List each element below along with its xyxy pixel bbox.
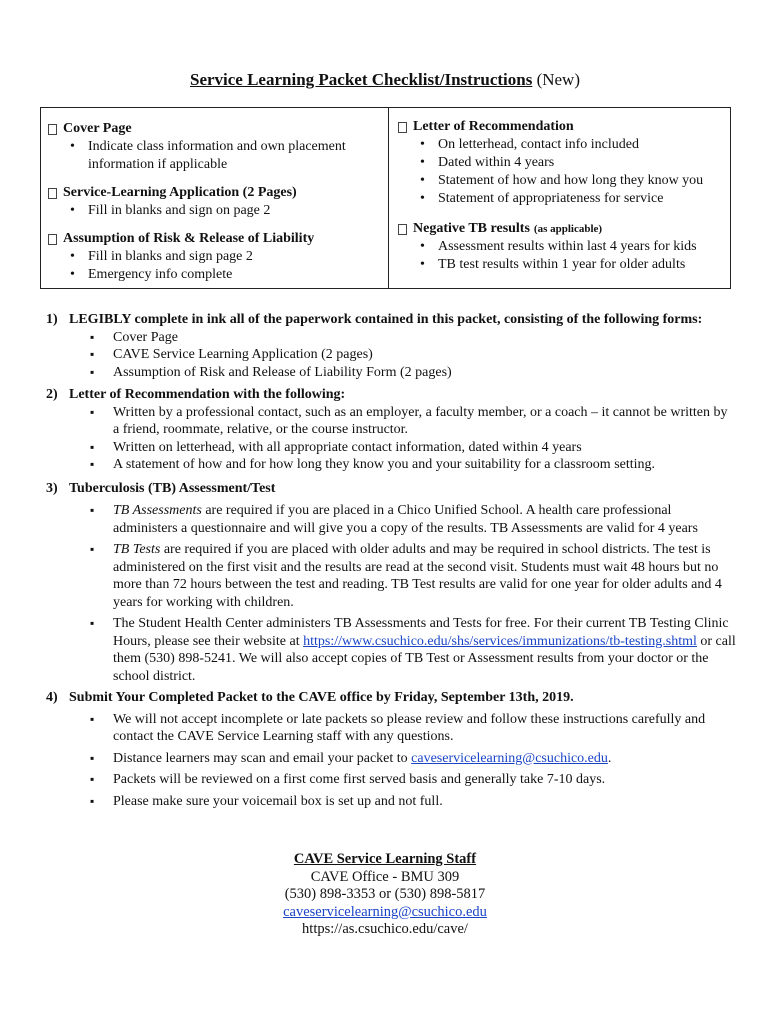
list-item: • Statement of appropriateness for service bbox=[398, 190, 730, 208]
checklist-tb-results[interactable] bbox=[398, 220, 730, 238]
step-title: Letter of Recommendation with the following: bbox=[69, 387, 346, 402]
list-item bbox=[46, 541, 736, 611]
checklist-heading: Letter of Recommendation bbox=[413, 119, 574, 134]
step-number: 4) bbox=[46, 690, 58, 705]
step-number: 3) bbox=[46, 480, 58, 496]
list-item: ▪ Cover Page bbox=[46, 329, 736, 347]
footer-website: https://as.csuchico.edu/cave/ bbox=[302, 921, 468, 937]
checklist-risk-release[interactable] bbox=[48, 230, 388, 248]
checklist-heading: Assumption of Risk & Release of Liability bbox=[63, 231, 315, 246]
checklist-left-column bbox=[41, 108, 389, 288]
step-heading bbox=[46, 311, 736, 329]
title-suffix: (New) bbox=[532, 70, 580, 89]
checkbox-icon[interactable] bbox=[48, 234, 57, 245]
emphasis-text: TB Tests bbox=[113, 542, 161, 557]
body-text: The Student Health Center administers TB Assessments and Tests for free. For their current TB Testing Clinic Hours, please see their website at bbox=[113, 616, 729, 649]
list-item: ▪ Written on letterhead, with all appropriate contact information, dated within 4 years bbox=[46, 439, 736, 457]
list-item bbox=[46, 502, 736, 537]
email-link[interactable]: caveservicelearning@csuchico.edu bbox=[411, 750, 608, 766]
step-title: Tuberculosis (TB) Assessment/Test bbox=[69, 480, 276, 496]
checklist-heading: Cover Page bbox=[63, 121, 132, 136]
list-item: ▪ Assumption of Risk and Release of Liability Form (2 pages) bbox=[46, 364, 736, 382]
list-item: • Indicate class information and own placement information if applicable bbox=[48, 138, 388, 174]
body-text: Distance learners may scan and email your packet to bbox=[113, 750, 412, 766]
checklist-box bbox=[40, 107, 731, 289]
step-title: LEGIBLY complete in ink all of the paperwork contained in this packet, consisting of the following forms: bbox=[69, 312, 703, 327]
checklist-note: (as applicable) bbox=[533, 223, 603, 235]
contact-footer bbox=[0, 851, 770, 939]
body-text: are required if you are placed in a Chico Unified School. A health care professional administers a questionnaire and will give you a copy of the results. TB Assessments are valid for 4 years bbox=[113, 503, 698, 536]
list-item: ▪ Packets will be reviewed on a first come first served basis and generally take 7-10 days. bbox=[46, 771, 736, 789]
list-item: ▪ CAVE Service Learning Application (2 pages) bbox=[46, 346, 736, 364]
instructions bbox=[46, 311, 736, 814]
list-item: • Statement of how and how long they know you bbox=[398, 172, 730, 190]
checklist-application[interactable] bbox=[48, 184, 388, 202]
step-heading bbox=[46, 480, 736, 498]
footer-email-link[interactable]: caveservicelearning@csuchico.edu bbox=[283, 903, 487, 920]
checkbox-icon[interactable] bbox=[48, 124, 57, 135]
body-text: or call them (530) 898-5241. We will also accept copies of TB Test or Assessment results from your doctor or the school district. bbox=[113, 633, 736, 684]
step-number: 2) bbox=[46, 387, 58, 402]
step-heading bbox=[46, 386, 736, 404]
title-main: Service Learning Packet Checklist/Instructions bbox=[189, 70, 533, 89]
checklist-letter[interactable] bbox=[398, 118, 730, 136]
list-item: • Fill in blanks and sign on page 2 bbox=[48, 202, 388, 220]
list-item: • Fill in blanks and sign page 2 bbox=[48, 248, 388, 266]
list-item: ▪ Written by a professional contact, such as an employer, a faculty member, or a coach – it cannot be written by a friend, roommate, relative, or the course instructor. bbox=[46, 404, 736, 439]
body-text: . bbox=[607, 750, 612, 766]
list-item: ▪ A statement of how and for how long they know you and your suitability for a classroom setting. bbox=[46, 456, 736, 474]
step-number: 1) bbox=[46, 312, 58, 327]
checkbox-icon[interactable] bbox=[48, 188, 57, 199]
list-item: • On letterhead, contact info included bbox=[398, 136, 730, 154]
list-item: • Emergency info complete bbox=[48, 266, 388, 284]
footer-heading: CAVE Service Learning Staff bbox=[293, 851, 477, 867]
body-text: are required if you are placed with older adults and may be required in school districts. The test is administered on the first visit and the results are read at the second visit. Students must wait 48 hours but no more than 72 hours between the test and reading. TB Test results are valid for one year for older adults and 4 years for working with children. bbox=[113, 542, 722, 610]
list-item: • Assessment results within last 4 years for kids bbox=[398, 238, 730, 256]
checklist-heading: Negative TB results bbox=[413, 221, 530, 236]
list-item bbox=[46, 615, 736, 685]
footer-office: CAVE Office - BMU 309 bbox=[310, 868, 460, 885]
step-title: Submit Your Completed Packet to the CAVE office by Friday, September 13th, 2019. bbox=[69, 690, 574, 705]
list-item bbox=[46, 750, 736, 768]
page-title bbox=[0, 70, 770, 90]
footer-phones: (530) 898-3353 or (530) 898-5817 bbox=[284, 886, 486, 902]
list-item: ▪ Please make sure your voicemail box is set up and not full. bbox=[46, 793, 736, 811]
checklist-right-column bbox=[389, 108, 730, 288]
emphasis-text: TB Assessments bbox=[113, 503, 202, 518]
health-center-link[interactable]: https://www.csuchico.edu/shs/services/immunizations/tb-testing.shtml bbox=[303, 633, 697, 649]
checklist-cover-page[interactable] bbox=[48, 120, 388, 138]
list-item: • TB test results within 1 year for older adults bbox=[398, 256, 730, 274]
checklist-heading: Service-Learning Application (2 Pages) bbox=[63, 185, 297, 200]
step-heading bbox=[46, 689, 736, 707]
list-item: ▪ We will not accept incomplete or late packets so please review and follow these instructions carefully and contact the CAVE Service Learning staff with any questions. bbox=[46, 711, 736, 746]
checkbox-icon[interactable] bbox=[398, 224, 407, 235]
list-item: • Dated within 4 years bbox=[398, 154, 730, 172]
checkbox-icon[interactable] bbox=[398, 122, 407, 133]
